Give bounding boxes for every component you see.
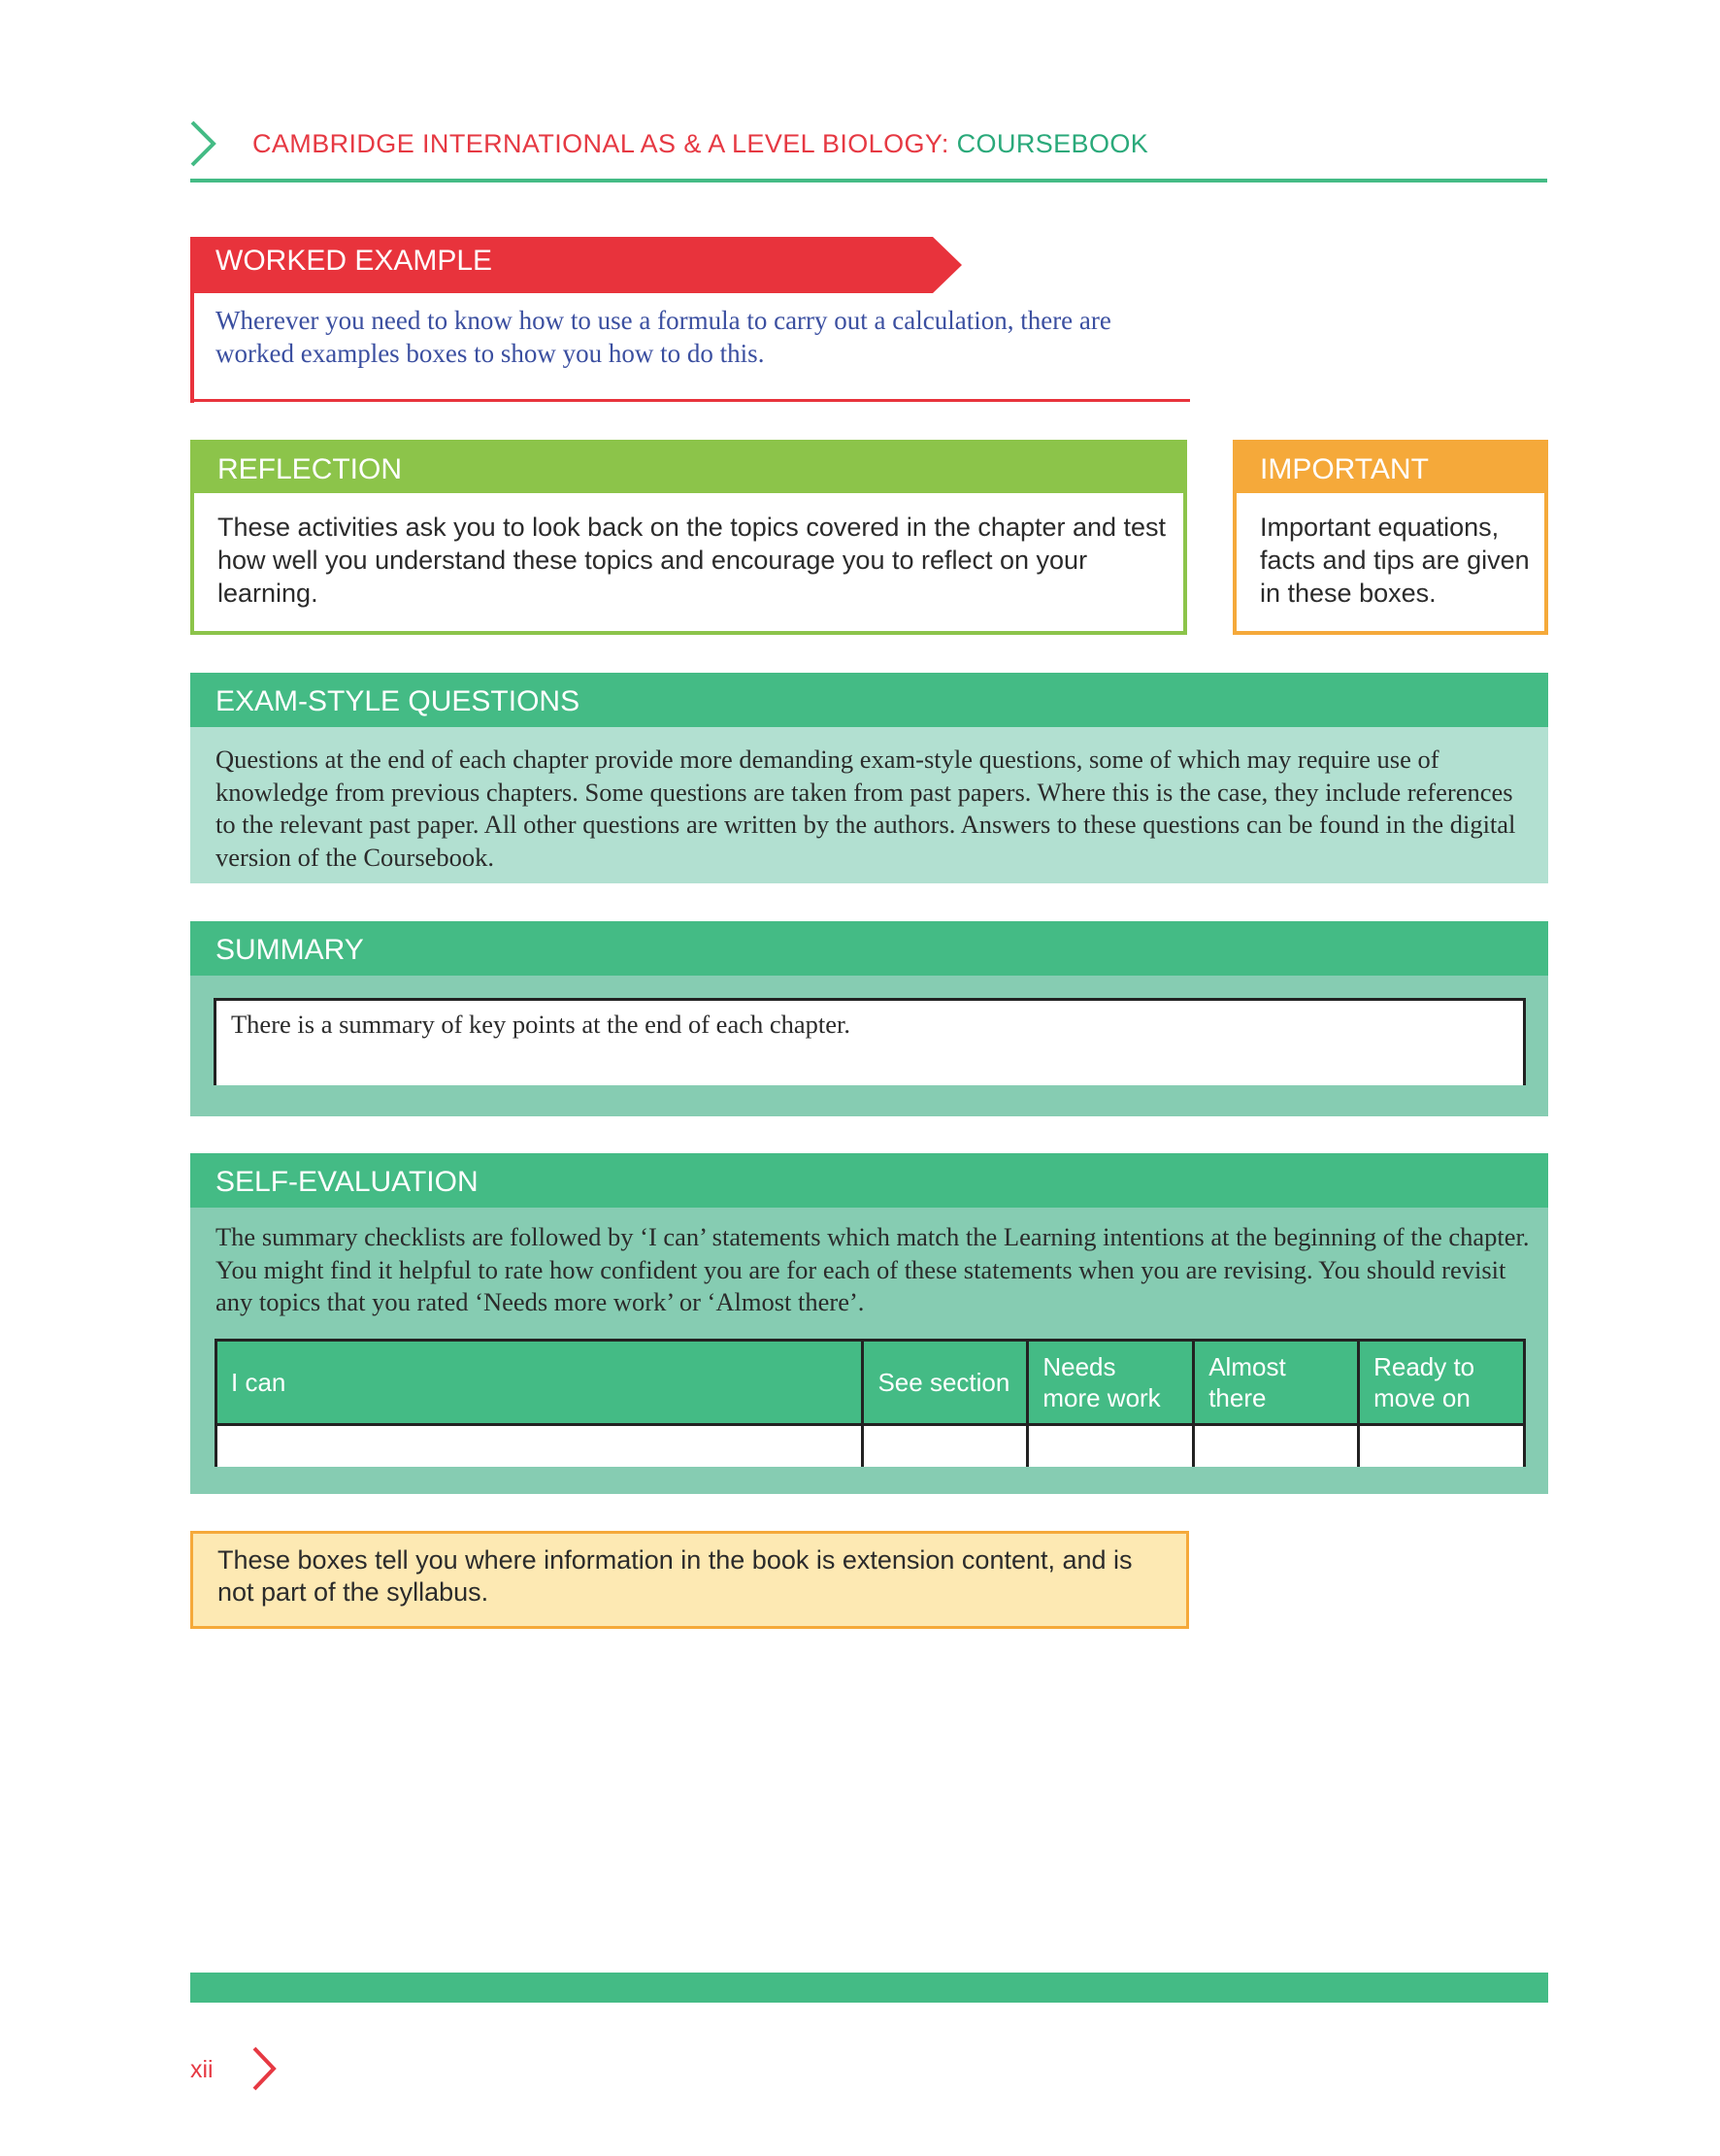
summary-body: There is a summary of key points at the end of each chapter. [231, 1010, 850, 1039]
col-see-section: See section [863, 1341, 1028, 1425]
table-cell [1194, 1425, 1359, 1468]
exam-style-title: EXAM-STYLE QUESTIONS [215, 685, 580, 717]
footer-bar [190, 1973, 1548, 2003]
reflection-title: REFLECTION [217, 453, 403, 485]
col-almost-there: Almost there [1194, 1341, 1359, 1425]
table-cell [863, 1425, 1028, 1468]
table-cell [216, 1425, 863, 1468]
header-title-main: CAMBRIDGE INTERNATIONAL AS & A LEVEL BIOLOGY: [252, 129, 949, 158]
col-needs-more-work: Needs more work [1028, 1341, 1194, 1425]
worked-example-body: Wherever you need to know how to use a formula to carry out a calculation, there are worked examples boxes to show you how to do this. [215, 306, 1111, 368]
table-row [216, 1425, 1525, 1468]
table-cell [1359, 1425, 1525, 1468]
i-can-table-header-row [216, 1341, 1525, 1425]
header-rule [190, 179, 1547, 182]
worked-example-left-border [190, 291, 194, 403]
col-ready-to-move-on: Ready to move on [1359, 1341, 1525, 1425]
table-cell [1028, 1425, 1194, 1468]
chevron-right-icon [186, 118, 219, 169]
important-body: Important equations, facts and tips are given in these boxes. [1260, 513, 1530, 608]
reflection-body: These activities ask you to look back on the topics covered in the chapter and test how well you understand these topics and encourage you to reflect on your learning. [217, 513, 1167, 608]
summary-title: SUMMARY [215, 934, 364, 966]
running-header [252, 129, 1148, 159]
self-evaluation-body: The summary checklists are followed by ‘I can’ statements which match the Learning intentions at the beginning of the chapter. You might find it helpful to rate how confident you are for each of these statements when you are revising. You should revisit any topics that you rated ‘Needs more work’ or ‘Almost there’. [215, 1222, 1530, 1316]
important-title: IMPORTANT [1260, 453, 1429, 485]
header-title-sub: COURSEBOOK [956, 129, 1149, 158]
extension-body: These boxes tell you where information in the book is extension content, and is not part of the syllabus. [217, 1545, 1133, 1607]
chevron-right-icon [248, 2044, 278, 2093]
summary-header [190, 921, 1548, 976]
i-can-table [215, 1339, 1526, 1467]
page-number: xii [190, 2056, 214, 2083]
worked-example-title: WORKED EXAMPLE [215, 245, 493, 277]
self-evaluation-title: SELF-EVALUATION [215, 1166, 479, 1198]
worked-example-bottom-border [190, 399, 1190, 402]
col-i-can: I can [216, 1341, 863, 1425]
exam-style-body: Questions at the end of each chapter provide more demanding exam-style questions, some of which may require use of knowledge from previous chapters. Some questions are taken from past papers. Where this is the case, they include references to the relevant past paper. All other questions are written by the authors. Answers to these questions can be found in the digital version of the Coursebook. [215, 745, 1516, 872]
